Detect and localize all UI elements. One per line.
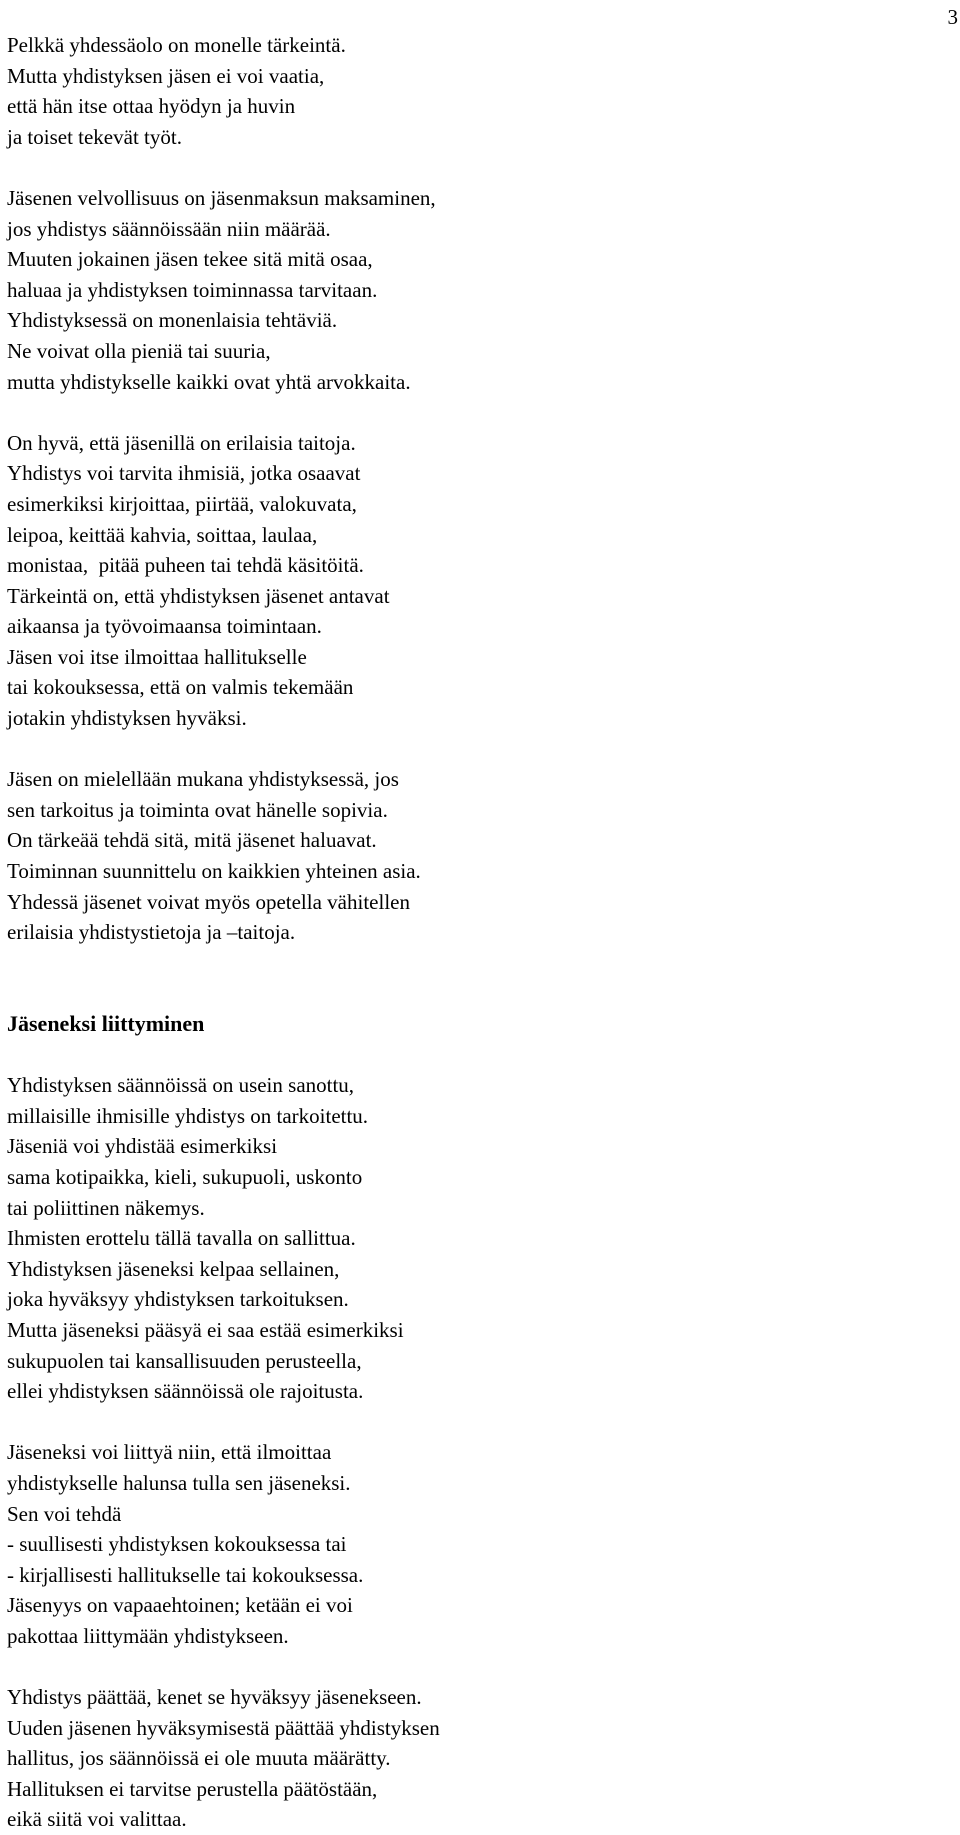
text-line: sukupuolen tai kansallisuuden perusteella, [7,1348,362,1373]
text-line: Mutta yhdistyksen jäsen ei voi vaatia, [7,63,325,88]
text-line: tai kokouksessa, että on valmis tekemään [7,675,354,700]
text-line: Jäsen on mielellään mukana yhdistyksessä, jos [7,767,399,792]
text-line: Jäseniä voi yhdistää esimerkiksi [7,1134,278,1159]
text-line: eikä siitä voi valittaa. [7,1807,187,1832]
text-line: haluaa ja yhdistyksen toiminnassa tarvitaan. [7,277,378,302]
text-line: Yhdistyksen jäseneksi kelpaa sellainen, [7,1256,340,1281]
text-line: Tärkeintä on, että yhdistyksen jäsenet antavat [7,583,390,608]
blank-line [7,734,947,765]
document-body [7,30,947,1835]
text-line: sen tarkoitus ja toiminta ovat hänelle sopivia. [7,797,388,822]
section-heading: Jäseneksi liittyminen [7,1011,205,1036]
text-line: Yhdessä jäsenet voivat myös opetella vähitellen [7,889,410,914]
text-line: monistaa, pitää puheen tai tehdä käsitöitä. [7,553,364,578]
text-line: Yhdistyksessä on monenlaisia tehtäviä. [7,308,338,333]
blank-line [7,978,947,1009]
text-line: jotakin yhdistyksen hyväksi. [7,706,247,731]
text-line: esimerkiksi kirjoittaa, piirtää, valokuvata, [7,491,357,516]
text-line: Muuten jokainen jäsen tekee sitä mitä osaa, [7,247,373,272]
text-line: - suullisesti yhdistyksen kokouksessa tai [7,1532,347,1557]
text-line: Mutta jäseneksi pääsyä ei saa estää esimerkiksi [7,1317,404,1342]
text-line: Hallituksen ei tarvitse perustella päätöstään, [7,1776,378,1801]
text-line: Jäsenen velvollisuus on jäsenmaksun maksaminen, [7,185,436,210]
text-line: Sen voi tehdä [7,1501,122,1526]
text-line: aikaansa ja työvoimaansa toimintaan. [7,614,322,639]
text-line: jos yhdistys säännöissään niin määrää. [7,216,331,241]
text-line: erilaisia yhdistystietoja ja –taitoja. [7,920,296,945]
text-line: ellei yhdistyksen säännöissä ole rajoitusta. [7,1379,364,1404]
text-line: Toiminnan suunnittelu on kaikkien yhteinen asia. [7,859,421,884]
text-line: sama kotipaikka, kieli, sukupuoli, uskonto [7,1164,363,1189]
text-line: ja toiset tekevät työt. [7,124,182,149]
text-line: Ne voivat olla pieniä tai suuria, [7,338,271,363]
text-line: On tärkeää tehdä sitä, mitä jäsenet haluavat. [7,828,377,853]
blank-line [7,397,947,428]
blank-line [7,1651,947,1682]
page-number: 3 [947,5,958,29]
blank-line [7,152,947,183]
text-line: Jäsenyys on vapaaehtoinen; ketään ei voi [7,1593,353,1618]
text-line: - kirjallisesti hallitukselle tai kokouksessa. [7,1562,364,1587]
text-line: On hyvä, että jäsenillä on erilaisia taitoja. [7,430,356,455]
text-line: joka hyväksyy yhdistyksen tarkoituksen. [7,1287,349,1312]
text-line: leipoa, keittää kahvia, soittaa, laulaa, [7,522,318,547]
text-line: hallitus, jos säännöissä ei ole muuta määrätty. [7,1746,391,1771]
blank-line [7,1040,947,1071]
text-line: Ihmisten erottelu tällä tavalla on sallittua. [7,1226,356,1251]
blank-line [7,948,947,979]
text-line: mutta yhdistykselle kaikki ovat yhtä arvokkaita. [7,369,411,394]
text-line: yhdistykselle halunsa tulla sen jäseneksi. [7,1470,351,1495]
text-line: Yhdistys voi tarvita ihmisiä, jotka osaavat [7,461,361,486]
text-line: että hän itse ottaa hyödyn ja huvin [7,94,296,119]
text-line: Yhdistyksen säännöissä on usein sanottu, [7,1073,355,1098]
text-line: Pelkkä yhdessäolo on monelle tärkeintä. [7,33,346,57]
text-line: Jäsen voi itse ilmoittaa hallitukselle [7,644,307,669]
text-line: millaisille ihmisille yhdistys on tarkoitettu. [7,1103,369,1128]
blank-line [7,1407,947,1438]
text-line: Jäseneksi voi liittyä niin, että ilmoittaa [7,1440,332,1465]
text-line: tai poliittinen näkemys. [7,1195,205,1220]
text-line: pakottaa liittymään yhdistykseen. [7,1623,289,1648]
text-line: Uuden jäsenen hyväksymisestä päättää yhdistyksen [7,1715,440,1740]
text-line: Yhdistys päättää, kenet se hyväksyy jäsenekseen. [7,1685,422,1710]
